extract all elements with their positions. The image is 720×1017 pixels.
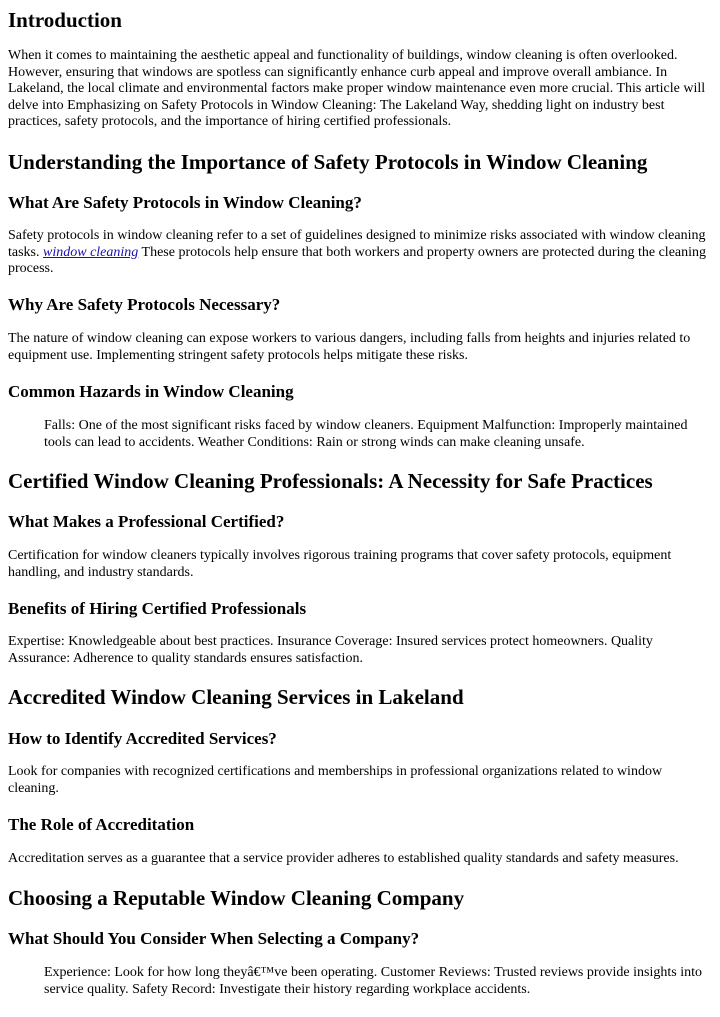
paragraph-common-hazards: Falls: One of the most significant risks faced by window cleaners. Equipment Malfunction: Improperly maintained tools can lead to accidents. Weather Conditions: Rain or strong winds can make cleaning unsafe. [44, 418, 688, 450]
section-heading-safety: Understanding the Importance of Safety Protocols in Window Cleaning [8, 150, 648, 174]
intro-paragraph: When it comes to maintaining the aesthetic appeal and functionality of buildings, window cleaning is often overlooked. However, ensuring that windows are spotless can significantly enhance curb appeal and improve overall ambiance. In Lakeland, the local climate and environmental factors make proper window maintenance even more crucial. This article will delve into Emphasizing on Safety Protocols in Window Cleaning: The Lakeland Way, shedding light on industry best practices, safety protocols, and the importance of hiring certified professionals. [8, 48, 706, 129]
section-heading-choosing: Choosing a Reputable Window Cleaning Company [8, 886, 465, 910]
subheading-role-accreditation: The Role of Accreditation [8, 815, 195, 834]
paragraph-text-b: These protocols help ensure that both workers and property owners are protected during the cleaning process. [8, 244, 707, 276]
paragraph-identify-accredited: Look for companies with recognized certifications and memberships in professional organizations related to window cleaning. [8, 764, 663, 796]
paragraph-role-accreditation: Accreditation serves as a guarantee that a service provider adheres to established quality standards and safety measures. [8, 851, 679, 866]
subheading-what-are-protocols: What Are Safety Protocols in Window Cleaning? [8, 193, 362, 212]
paragraph-what-are-protocols [8, 228, 713, 278]
subheading-what-makes-certified: What Makes a Professional Certified? [8, 512, 285, 531]
paragraph-what-consider: Experience: Look for how long theyâ€™ve been operating. Customer Reviews: Trusted reviews provide insights into service quality. Safety Record: Investigate their history regarding workplace accidents. [44, 965, 702, 997]
subheading-why-necessary: Why Are Safety Protocols Necessary? [8, 295, 281, 314]
subheading-common-hazards: Common Hazards in Window Cleaning [8, 382, 294, 401]
window-cleaning-link[interactable]: window cleaning [43, 244, 139, 260]
intro-heading: Introduction [8, 8, 122, 32]
subheading-identify-accredited: How to Identify Accredited Services? [8, 729, 277, 748]
subheading-benefits: Benefits of Hiring Certified Professionals [8, 599, 307, 618]
paragraph-benefits: Expertise: Knowledgeable about best practices. Insurance Coverage: Insured services protect homeowners. Quality Assurance: Adherence to quality standards ensures satisfaction. [8, 634, 653, 666]
paragraph-what-makes-certified: Certification for window cleaners typically involves rigorous training programs that cover safety protocols, equipment handling, and industry standards. [8, 548, 672, 580]
section-heading-certified: Certified Window Cleaning Professionals: A Necessity for Safe Practices [8, 469, 653, 493]
paragraph-text-a: Safety protocols in window cleaning refer to a set of guidelines designed to minimize risks associated with window cleaning tasks. [8, 228, 706, 260]
subheading-what-consider: What Should You Consider When Selecting a Company? [8, 929, 420, 948]
paragraph-why-necessary: The nature of window cleaning can expose workers to various dangers, including falls from heights and injuries related to equipment use. Implementing stringent safety protocols helps mitigate these risks. [8, 331, 691, 363]
section-heading-accredited: Accredited Window Cleaning Services in Lakeland [8, 685, 464, 709]
